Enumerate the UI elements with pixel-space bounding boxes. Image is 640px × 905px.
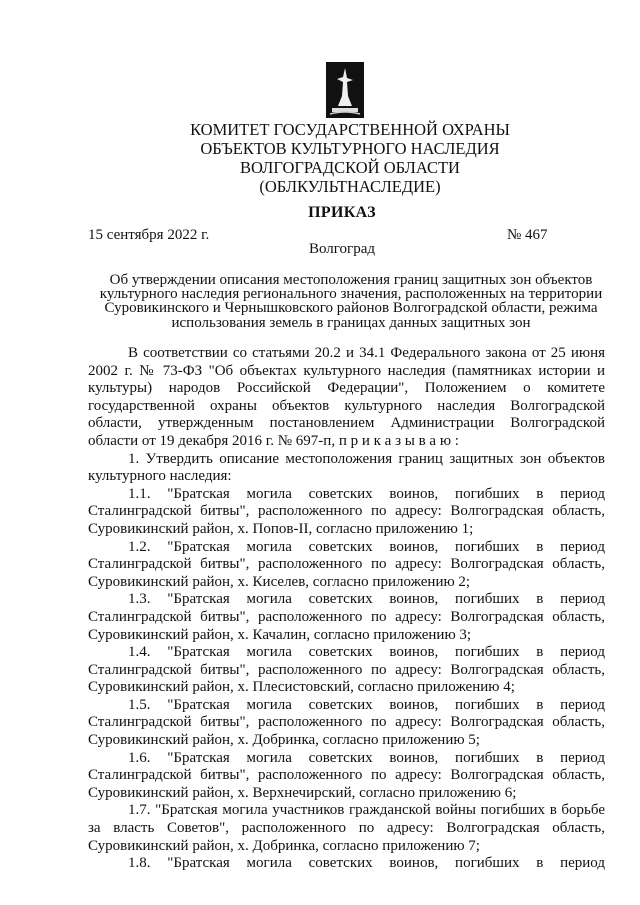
item-1-7: 1.7. "Братская могила участников гражданской войны погибших в борьбе за власть Советов", расположенного по адресу: Волгоградская область, Суровикинский район, х. Добринка, согласно приложению 7; <box>88 802 605 854</box>
item-1-8: 1.8. "Братская могила советских воинов, погибших в период <box>128 855 605 872</box>
title-line: Об утверждении описания местоположения границ защитных зон объектов <box>109 272 593 288</box>
order-date: 15 сентября 2022 г. <box>88 227 210 243</box>
committee-line: ВОЛГОГРАДСКОЙ ОБЛАСТИ <box>240 158 460 177</box>
item-1-1: 1.1. "Братская могила советских воинов, погибших в период Сталинградской битвы", расположенного по адресу: Волгоградская область, Суровикинский район, х. Попов-II, согласно приложению 1; <box>88 485 605 537</box>
committee-line: (ОБЛКУЛЬТНАСЛЕДИЕ) <box>259 177 441 196</box>
item-1-6: 1.6. "Братская могила советских воинов, погибших в период Сталинградской битвы", расположенного по адресу: Волгоградская область, Суровикинский район, х. Верхнечирский, согласно приложению 6; <box>88 749 605 801</box>
committee-line: ОБЪЕКТОВ КУЛЬТУРНОГО НАСЛЕДИЯ <box>200 139 500 158</box>
item-1: 1. Утвердить описание местоположения границ защитных зон объектов культурного наследия: <box>88 450 605 485</box>
order-city: Волгоград <box>308 241 375 257</box>
title-line: Суровикинского и Чернышковского районов Волгоградской области, режима <box>104 300 598 317</box>
item-1-4: 1.4. "Братская могила советских воинов, погибших в период Сталинградской битвы", расположенного по адресу: Волгоградская область, Суровикинский район, х. Плесистовский, согласно приложению 4; <box>88 644 605 696</box>
item-1-3: 1.3. "Братская могила советских воинов, погибших в период Сталинградской битвы", расположенного по адресу: Волгоградская область, Суровикинский район, х. Качалин, согласно приложению 3; <box>88 591 605 643</box>
committee-name <box>120 120 580 196</box>
order-title <box>88 273 614 330</box>
order-body <box>88 345 605 873</box>
committee-line: КОМИТЕТ ГОСУДАРСТВЕННОЙ ОХРАНЫ <box>190 120 510 139</box>
title-line: использования земель в границах данных защитных зон <box>171 314 531 331</box>
title-line: культурного наследия регионального значения, расположенных на территории <box>99 286 603 303</box>
order-number: № 467 <box>507 227 548 243</box>
item-1-2: 1.2. "Братская могила советских воинов, погибших в период Сталинградской битвы", расположенного по адресу: Волгоградская область, Суровикинский район, х. Киселев, согласно приложению 2; <box>88 538 605 590</box>
item-1-5: 1.5. "Братская могила советских воинов, погибших в период Сталинградской битвы", расположенного по адресу: Волгоградская область, Суровикинский район, х. Добринка, согласно приложению 5; <box>88 696 605 749</box>
preamble-paragraph: В соответствии со статьями 20.2 и 34.1 Федерального закона от 25 июня 2002 г. № 73-ФЗ "Об объектах культурного наследия (памятниках истории и культуры) народов Российской Федерации", Положением о комитете государственной охраны объектов культурного наследия Волгоградской области, утвержденным постановлением Администрации Волгоградской области от 19 декабря 2016 г. № 697-п, п р и к а з ы в а ю : <box>88 345 605 449</box>
volgograd-coat-of-arms-icon <box>326 62 364 118</box>
document-type: ПРИКАЗ <box>308 204 376 221</box>
